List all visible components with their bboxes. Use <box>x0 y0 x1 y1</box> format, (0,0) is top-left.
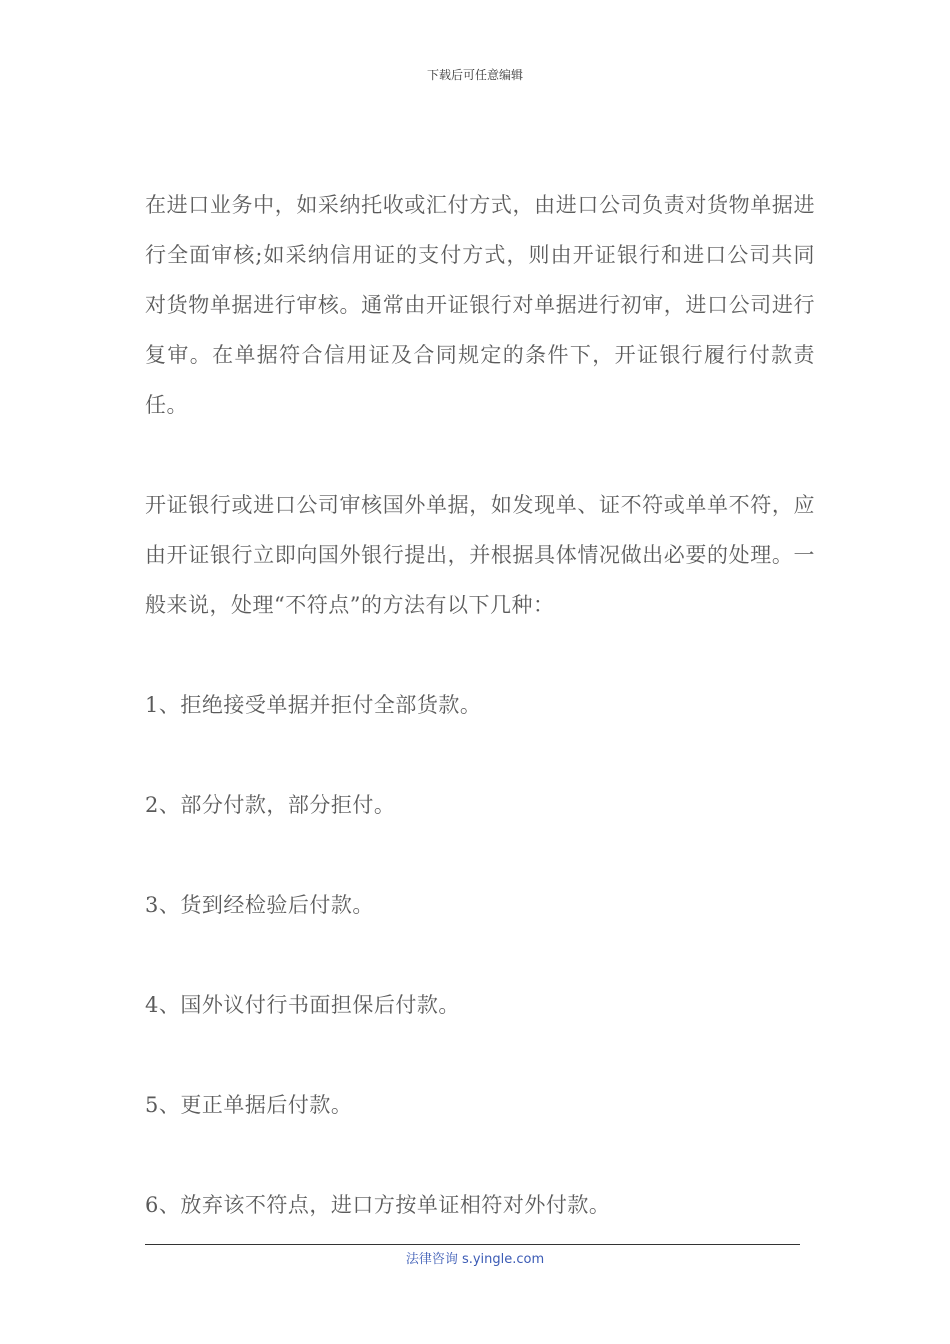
footer-link[interactable]: 法律咨询 s.yingle.com <box>405 1252 545 1267</box>
list-item: 2、部分付款，部分拒付。 <box>145 793 396 817</box>
list-item: 1、拒绝接受单据并拒付全部货款。 <box>145 693 482 717</box>
footer-divider <box>145 1244 800 1245</box>
list-item: 5、更正单据后付款。 <box>145 1093 353 1117</box>
paragraph-discrepancy-handling: 开证银行或进口公司审核国外单据，如发现单、证不符或单单不符，应由开证银行立即向国外银行提出，并根据具体情况做出必要的处理。一般来说，处理“不符点”的方法有以下几种： <box>145 493 815 617</box>
list-item: 4、国外议付行书面担保后付款。 <box>145 993 460 1017</box>
paragraph-import-review: 在进口业务中，如采纳托收或汇付方式，由进口公司负责对货物单据进行全面审核;如采纳信用证的支付方式，则由开证银行和进口公司共同对货物单据进行审核。通常由开证银行对单据进行初审，进口公司进行复审。在单据符合信用证及合同规定的条件下，开证银行履行付款责任。 <box>145 193 815 417</box>
header-note: 下载后可任意编辑 <box>426 68 523 82</box>
list-item: 3、货到经检验后付款。 <box>145 893 374 917</box>
document-body <box>145 180 815 1280</box>
list-item: 6、放弃该不符点，进口方按单证相符对外付款。 <box>145 1193 611 1217</box>
